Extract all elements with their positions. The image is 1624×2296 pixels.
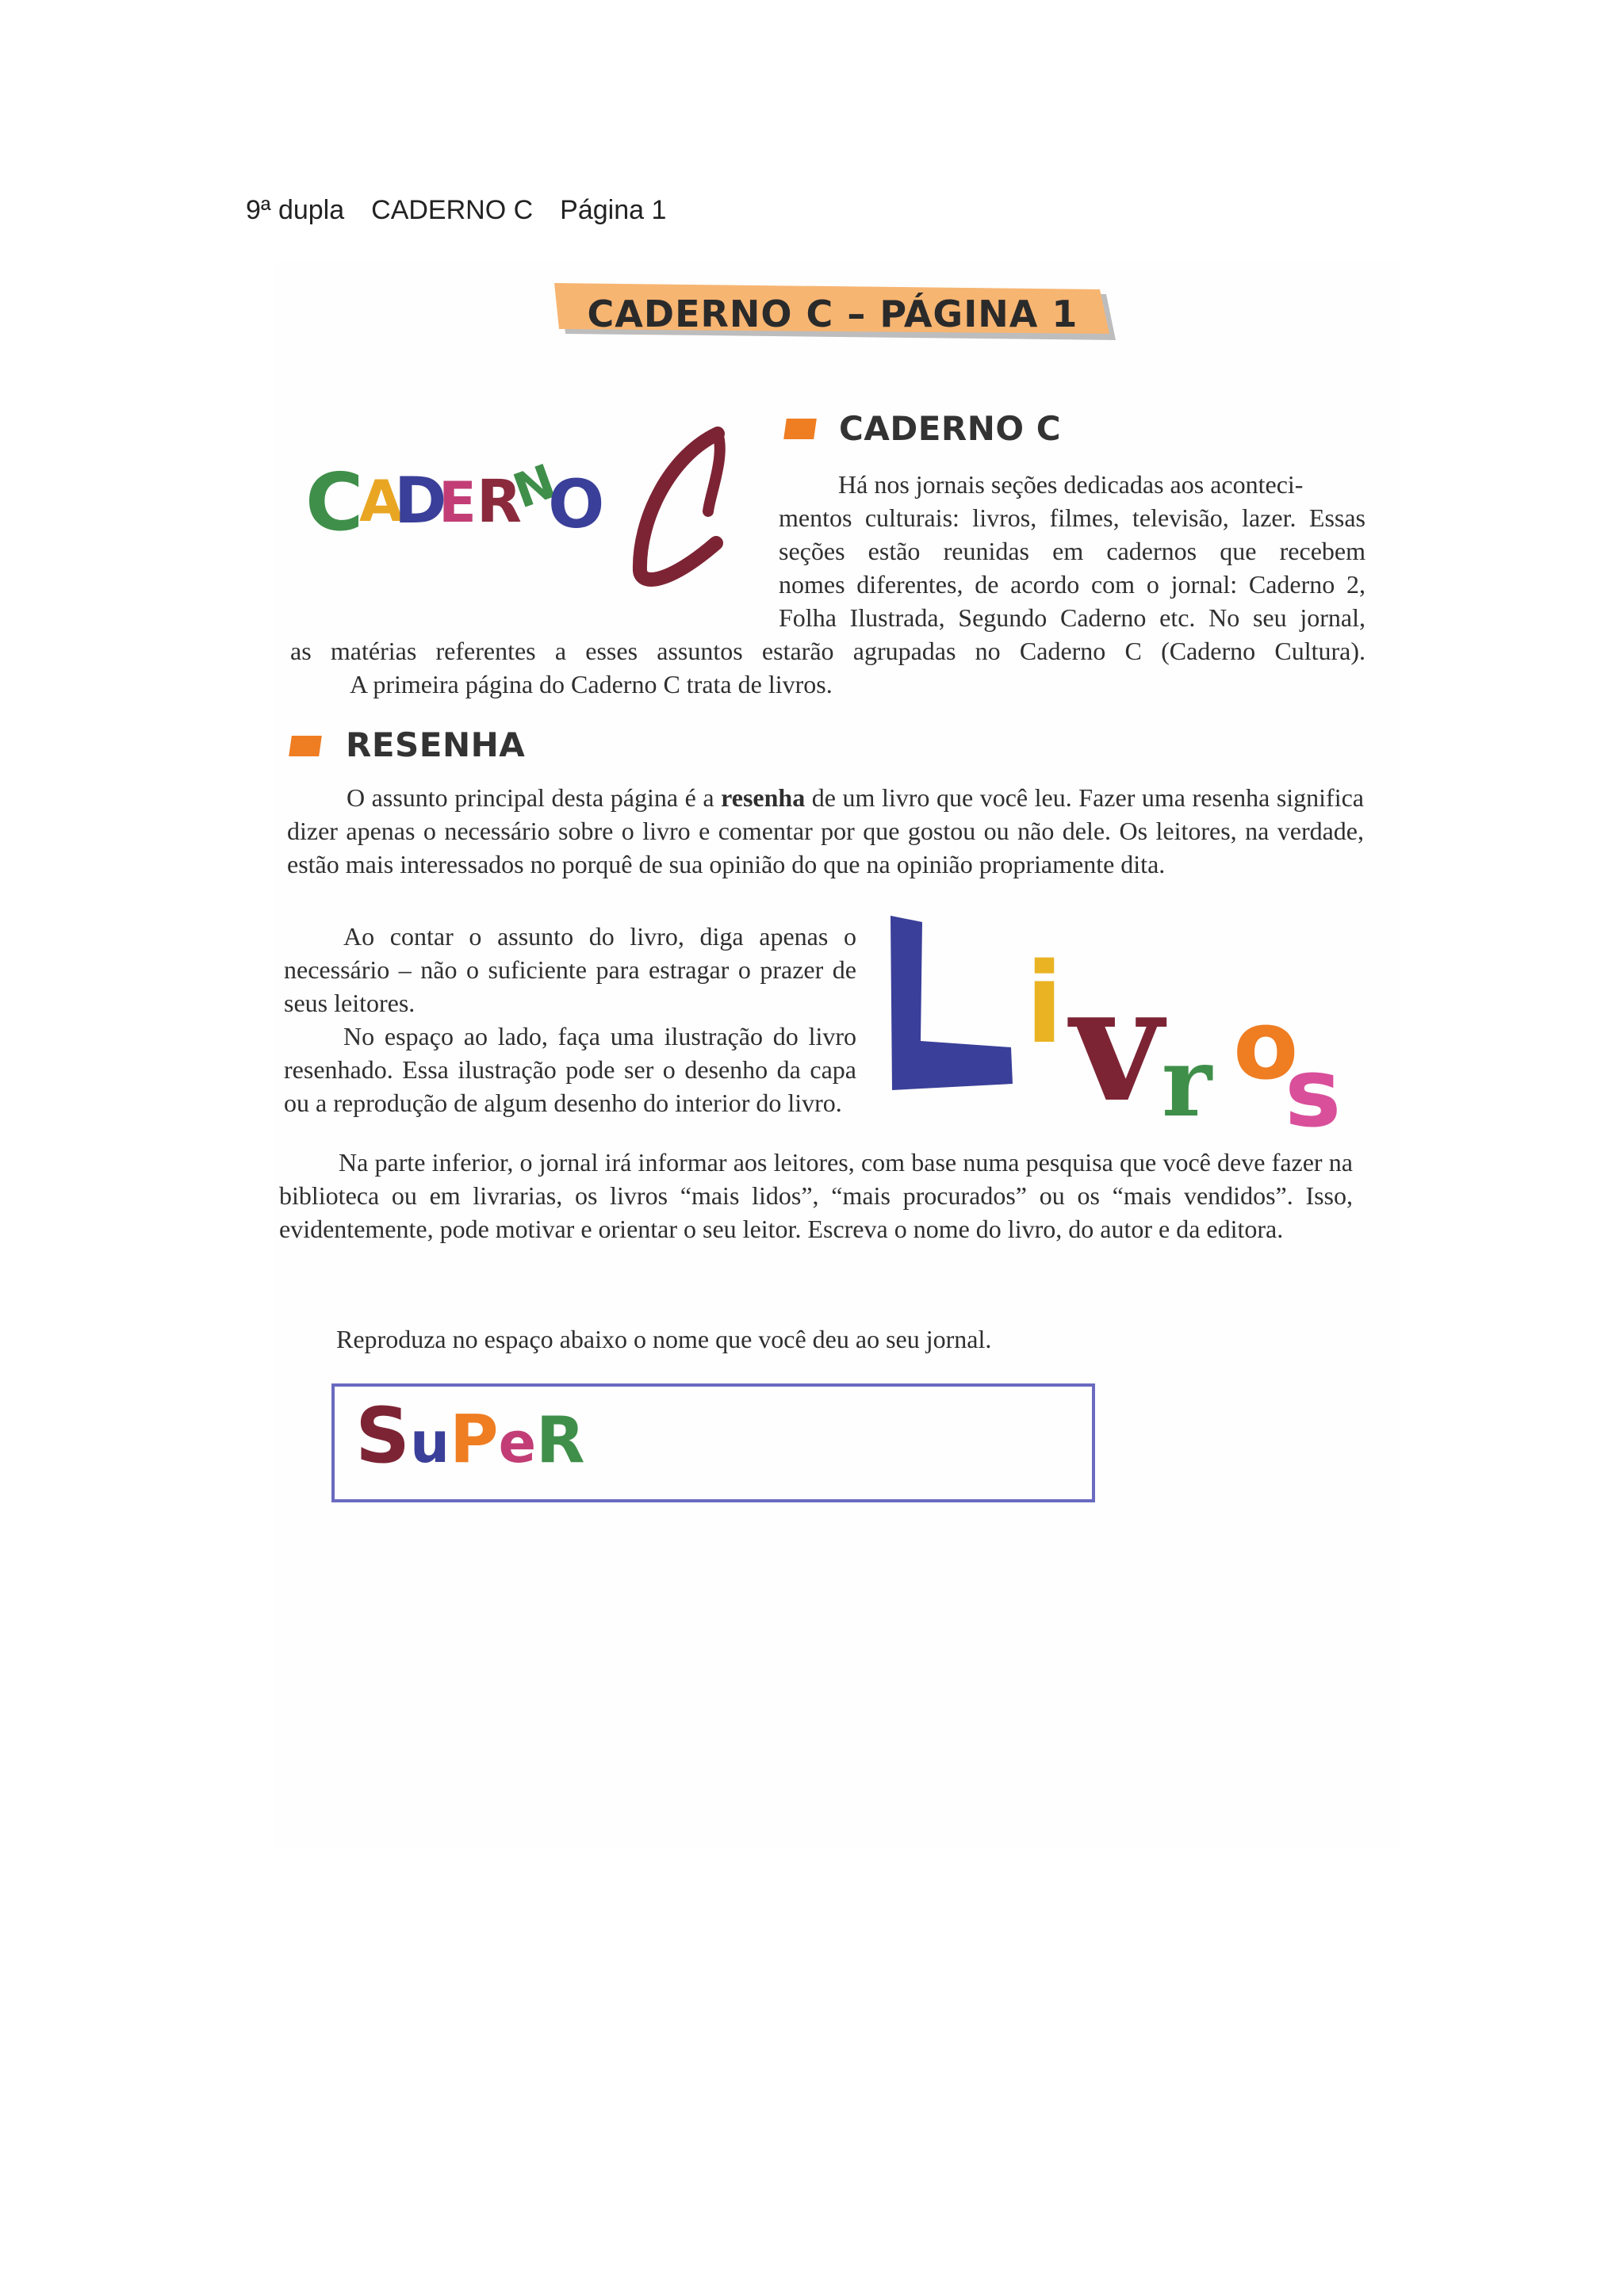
section-caderno-icon [783, 419, 817, 439]
text-line: Folha Ilustrada, Segundo Caderno etc. No seu jornal, [779, 603, 1365, 632]
journal-letter: R [536, 1403, 585, 1477]
section-caderno-text-full [290, 634, 1365, 701]
logo-letter: D [394, 464, 447, 538]
journal-letter: S [355, 1391, 411, 1480]
section-caderno-text [779, 468, 1365, 634]
logo-letter: A [359, 468, 404, 534]
header-dupla: 9ª dupla [246, 195, 345, 225]
livros-logo [884, 908, 1360, 1154]
logo-letter: r [1162, 1027, 1212, 1138]
section-caderno-title: CADERNO C [839, 409, 1062, 448]
resenha-text: O assunto principal desta página é a [347, 783, 722, 812]
logo-letter: C [305, 456, 364, 549]
logo-big-c-icon [622, 424, 741, 591]
resenha-text: No espaço ao lado, faça uma ilustração do livro resenhado. Essa ilustração pode ser o desenho da capa ou a reprodução de algum desenho do interior do livro. [284, 1022, 856, 1117]
text-line: A primeira página do Caderno C trata de livros. [350, 670, 833, 698]
journal-name [355, 1391, 585, 1480]
section-resenha-icon [289, 736, 322, 756]
resenha-text: Ao contar o assunto do livro, diga apenas o necessário – não o suficiente para estragar o prazer de seus leitores. [284, 922, 856, 1017]
logo-letter: o [1233, 991, 1299, 1101]
logo-letter: N [506, 453, 563, 520]
text-line: mentos culturais: livros, filmes, televisão, lazer. Essas [779, 503, 1365, 532]
section-resenha-title: RESENHA [346, 725, 526, 764]
logo-letter: O [548, 465, 605, 543]
caderno-c-logo [305, 424, 749, 599]
text-line: as matérias referentes a esses assuntos estarão agrupadas no Caderno C (Caderno Cultura). [290, 637, 1365, 665]
resenha-text: Na parte inferior, o jornal irá informar aos leitores, com base numa pesquisa que você deve fazer na biblioteca ou em livrarias, os livros “mais lidos”, “mais procurados” ou os “mais vendidos”. Isso, evidentemente, pode motivar e orientar o seu leitor. Escreva o nome do livro, do autor e da editora. [279, 1148, 1353, 1243]
page-header [246, 195, 693, 226]
resenha-paragraph-4 [279, 1146, 1353, 1246]
text-line: Há nos jornais seções dedicadas aos aconteci- [838, 470, 1304, 499]
logo-letter: s [1285, 1039, 1342, 1149]
logo-letter: i [1025, 939, 1063, 1069]
journal-letter: e [498, 1410, 537, 1475]
logo-letter: E [439, 470, 477, 535]
resenha-text: de um livro que você leu. Fazer uma resenha significa dizer apenas o necessário sobre o livro e comentar por que gostou ou não dele. Os leitores, na verdade, estão mais interessados no porquê de sua opinião do que na opinião propriamente dita. [287, 783, 1365, 878]
text-line: seções estão reunidas em cadernos que recebem [779, 537, 1365, 565]
resenha-bold-word: resenha [721, 783, 806, 812]
resenha-paragraph-2 [284, 920, 856, 1119]
text-line: nomes diferentes, de acordo com o jornal: Caderno 2, [779, 570, 1365, 599]
resenha-paragraph-1 [287, 781, 1364, 881]
header-pagina: Página 1 [560, 195, 667, 225]
banner-title: CADERNO C – PÁGINA 1 [587, 293, 1078, 335]
logo-letter: R [477, 468, 522, 536]
instruction-text: Reproduza no espaço abaixo o nome que você deu ao seu jornal. [336, 1325, 992, 1353]
journal-letter: u [410, 1410, 450, 1475]
livros-letter-l-icon [884, 908, 1019, 1090]
logo-letter: v [1071, 951, 1163, 1138]
journal-letter: P [449, 1400, 499, 1478]
header-caderno: CADERNO C [371, 195, 534, 225]
